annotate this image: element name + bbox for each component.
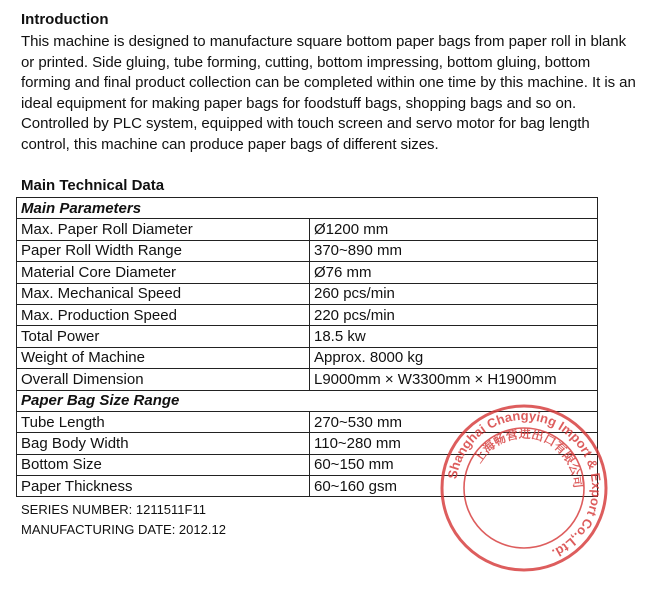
param-label: Paper Thickness (17, 476, 310, 497)
param-value: L9000mm × W3300mm × H1900mm (310, 369, 598, 390)
param-value: 220 pcs/min (310, 304, 598, 325)
param-label: Bottom Size (17, 454, 310, 475)
param-value: 60~150 mm (310, 454, 598, 475)
table-section-row (17, 198, 598, 219)
param-value: 270~530 mm (310, 411, 598, 432)
param-label: Bag Body Width (17, 433, 310, 454)
table-row (17, 283, 598, 304)
param-value: 18.5 kw (310, 326, 598, 347)
param-label: Max. Paper Roll Diameter (17, 219, 310, 240)
manufacturing-date: MANUFACTURING DATE: 2012.12 (21, 522, 226, 537)
table-row (17, 262, 598, 283)
param-label: Weight of Machine (17, 347, 310, 368)
param-label: Overall Dimension (17, 369, 310, 390)
introduction-paragraph: This machine is designed to manufacture square bottom paper bags from paper roll in blank or printed. Side gluing, tube forming, cutting, bottom impressing, bottom gluing, bottom forming and final product collection can be completed within one time by this machine. It is an ideal equipment for making paper bags for foodstuff bags, shopping bags and so on. Controlled by PLC system, equipped with touch screen and servo motor for bag length control, this machine can produce paper bags of different sizes. (21, 33, 636, 153)
table-row (17, 326, 598, 347)
param-label: Max. Production Speed (17, 304, 310, 325)
param-value: Approx. 8000 kg (310, 347, 598, 368)
param-value: 110~280 mm (310, 433, 598, 454)
company-seal-stamp (439, 403, 609, 573)
series-number: SERIES NUMBER: 1211511F11 (21, 502, 206, 517)
param-value: Ø76 mm (310, 262, 598, 283)
table-row (17, 240, 598, 261)
seal-english-path: Shanghai Changying Import & Export Co.,Ltd. (444, 407, 605, 562)
param-label: Tube Length (17, 411, 310, 432)
param-value: Ø1200 mm (310, 219, 598, 240)
table-row (17, 304, 598, 325)
param-label: Paper Roll Width Range (17, 240, 310, 261)
section-title-bag-size-range: Paper Bag Size Range (17, 390, 598, 411)
table-row (17, 369, 598, 390)
param-value: 370~890 mm (310, 240, 598, 261)
param-label: Max. Mechanical Speed (17, 283, 310, 304)
param-value: 260 pcs/min (310, 283, 598, 304)
table-row (17, 347, 598, 368)
technical-data-heading: Main Technical Data (21, 177, 165, 194)
section-title-main-parameters: Main Parameters (17, 198, 598, 219)
table-row (17, 219, 598, 240)
param-label: Total Power (17, 326, 310, 347)
param-label: Material Core Diameter (17, 262, 310, 283)
introduction-heading: Introduction (21, 11, 109, 28)
param-value: 60~160 gsm (310, 476, 598, 497)
seal-chinese-path: 上海畅营进出口有限公司 (470, 426, 586, 489)
